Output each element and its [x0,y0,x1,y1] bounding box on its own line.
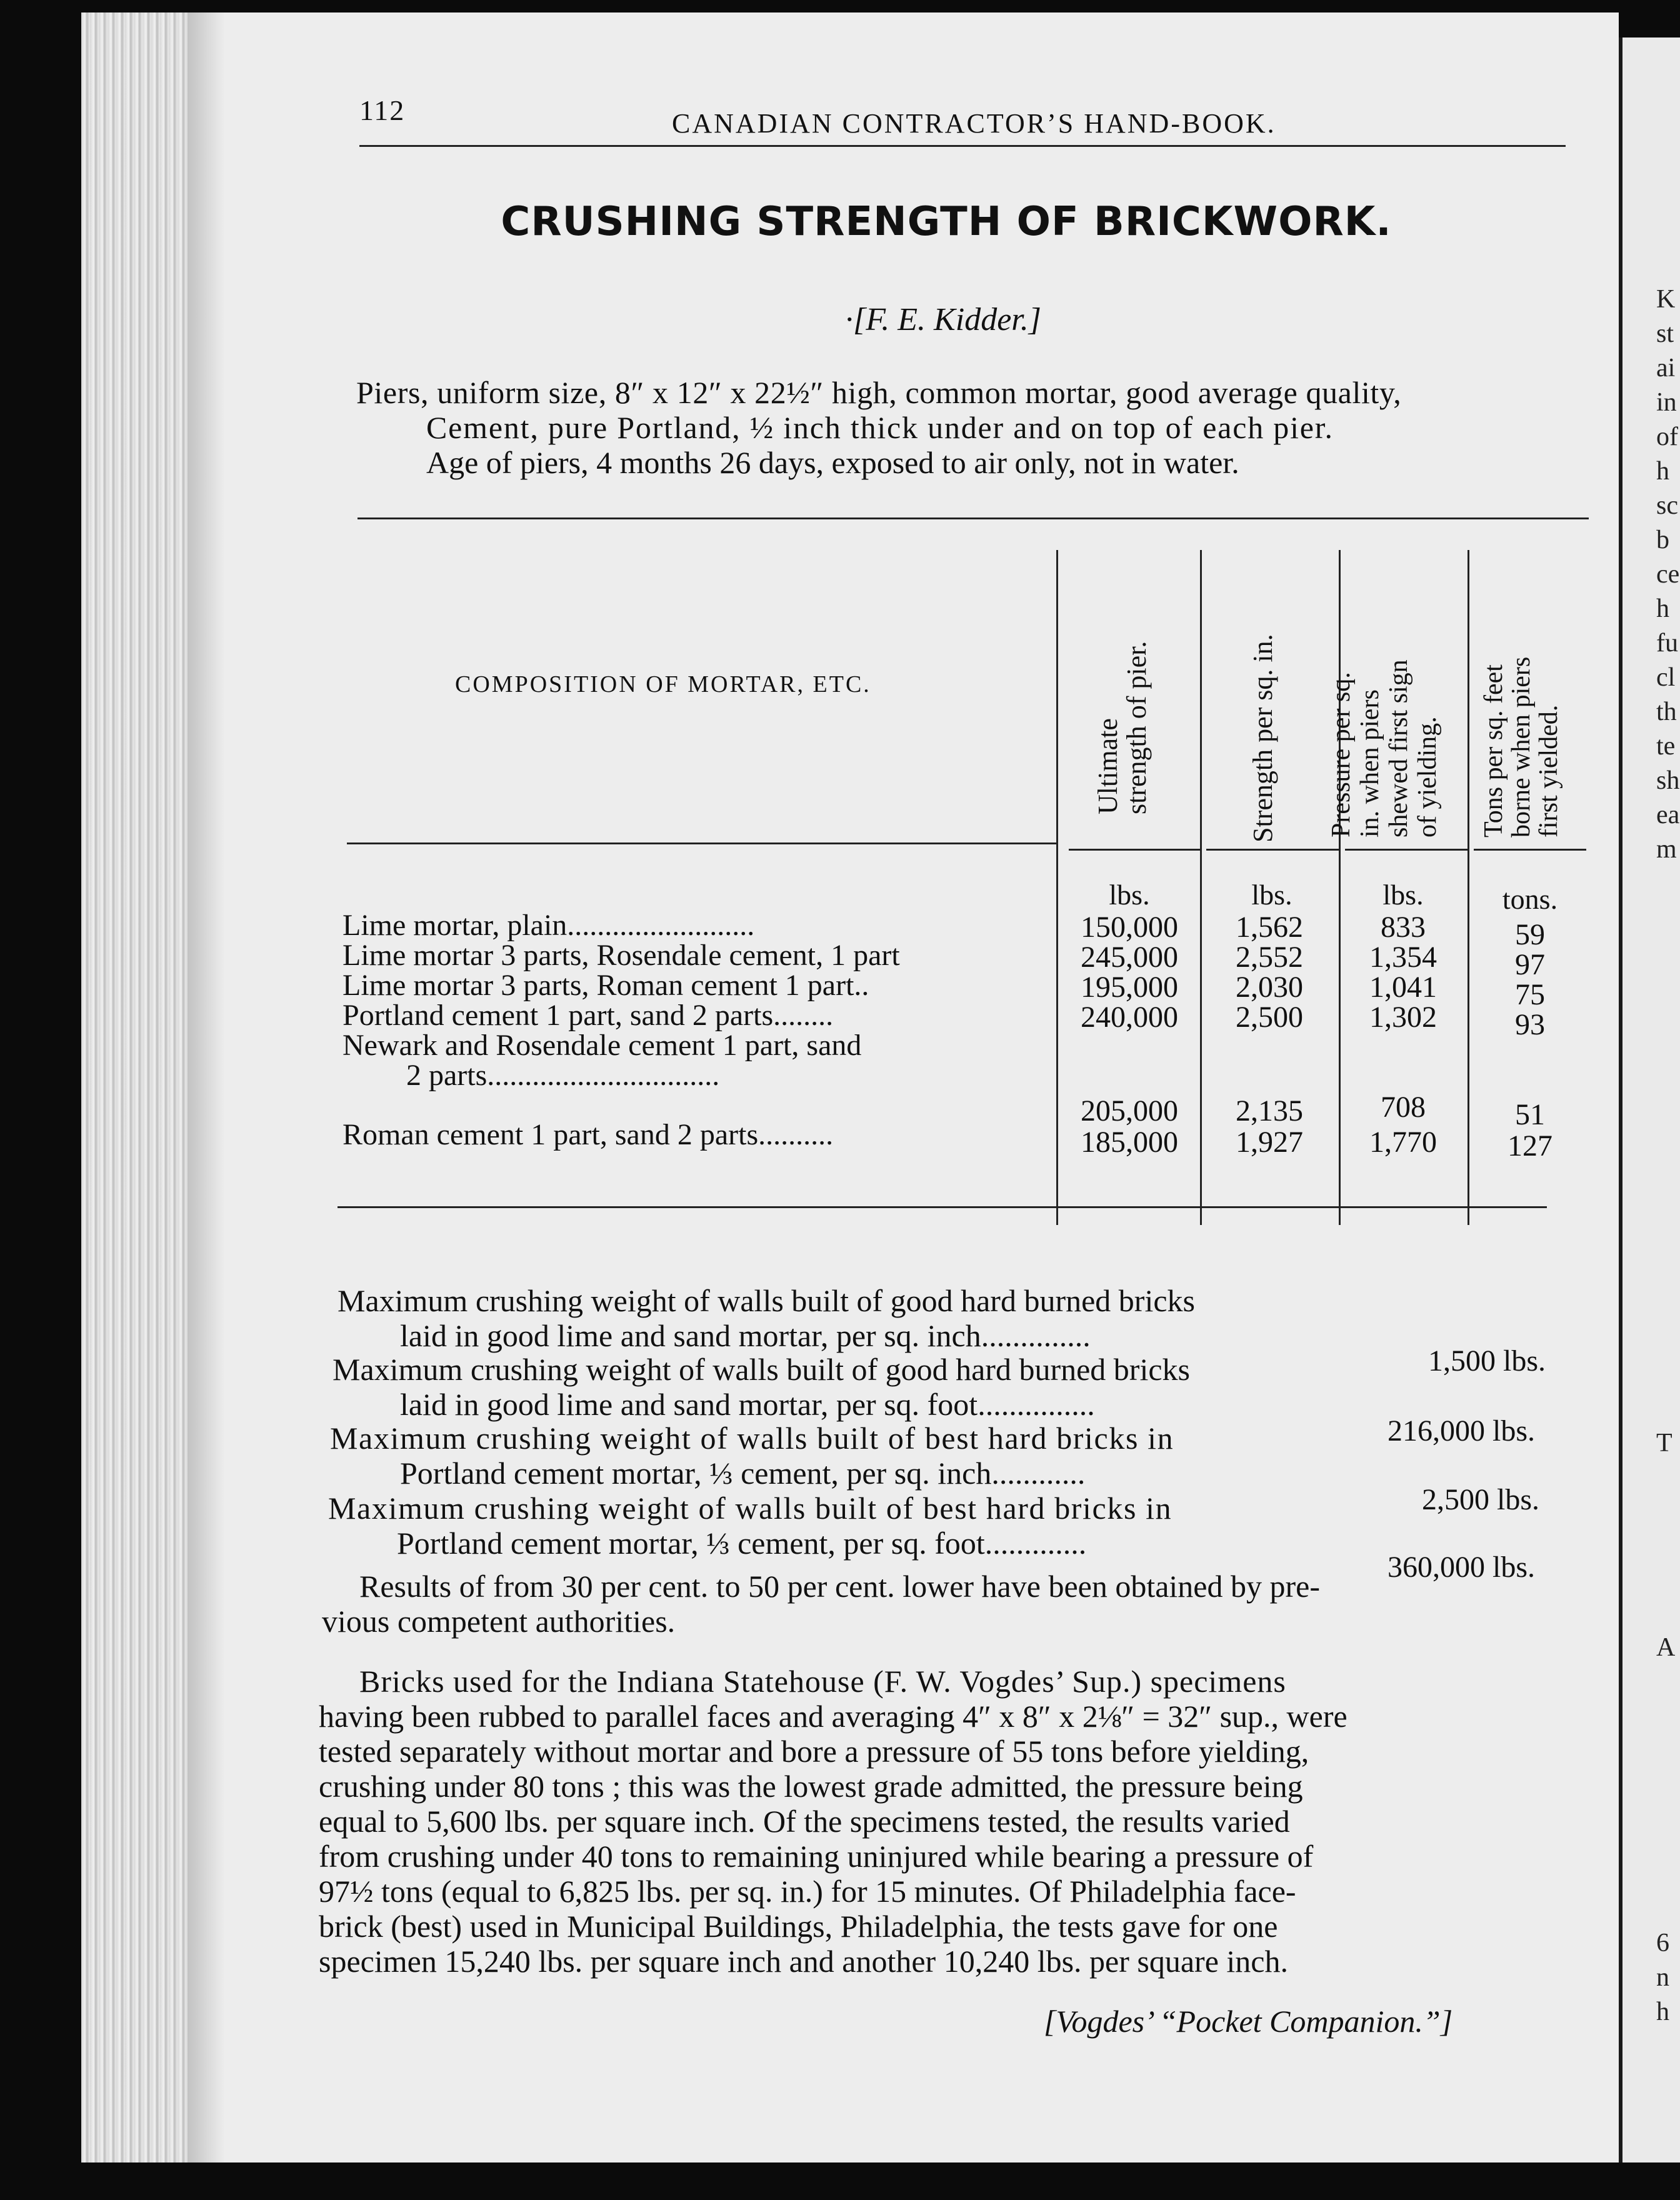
header-bottom-rule [347,842,1056,844]
table-cell: 59 [1515,918,1545,951]
facing-page-text: fu [1656,629,1678,658]
weight-line: Maximum crushing weight of walls built of good hard burned bricks [332,1352,1190,1387]
facing-page-text: A [1656,1633,1676,1662]
weight-line: laid in good lime and sand mortar, per sq. inch.............. [400,1318,1091,1353]
bricks-line: 97½ tons (equal to 6,825 lbs. per sq. in.) for 15 minutes. Of Philadelphia face- [319,1874,1296,1909]
table-row-label: Lime mortar 3 parts, Rosendale cement, 1 part [342,939,900,972]
bricks-line: specimen 15,240 lbs. per square inch and another 10,240 lbs. per square inch. [319,1944,1288,1979]
table-top-rule [358,518,1589,519]
weight-line: Maximum crushing weight of walls built of good hard burned bricks [338,1283,1195,1318]
header-bottom-rule [1069,849,1200,851]
facing-page-text: b [1656,526,1669,554]
facing-page-text: th [1656,698,1677,726]
facing-page-text: st [1656,319,1674,348]
table-cell: 245,000 [1081,941,1178,974]
table-row-label: Roman cement 1 part, sand 2 parts.......... [342,1118,834,1151]
results-line: Results of from 30 per cent. to 50 per cent. lower have been obtained by pre- [359,1569,1320,1604]
bricks-line: tested separately without mortar and bore a pressure of 55 tons before yielding, [319,1734,1309,1769]
table-cell: 1,770 [1369,1126,1437,1159]
table-row-label: Lime mortar, plain......................... [342,909,755,942]
table-cell: 195,000 [1081,971,1178,1004]
weight-value: 1,500 lbs. [1428,1344,1546,1378]
table-cell: 150,000 [1081,911,1178,944]
table-cell: 75 [1515,978,1545,1011]
facing-page-text: K [1656,285,1676,314]
intro-line: Age of piers, 4 months 26 days, exposed to air only, not in water. [426,445,1239,480]
unit-label: lbs. [1382,879,1424,911]
bricks-line: from crushing under 40 tons to remaining uninjured while bearing a pressure of [319,1839,1314,1874]
facing-page-text: in [1656,388,1677,417]
attribution: ·[F. E. Kidder.] [845,302,1041,338]
table-cell: 1,302 [1369,1001,1437,1034]
table-cell: 127 [1508,1129,1552,1162]
facing-page-text: sc [1656,491,1678,520]
running-title: CANADIAN CONTRACTOR’S HAND-BOOK. [672,108,1276,139]
facing-page-text: h [1656,594,1669,623]
bricks-line: crushing under 80 tons ; this was the lowest grade admitted, the pressure being [319,1769,1303,1804]
header-bottom-rule [1474,849,1586,851]
weight-line: laid in good lime and sand mortar, per sq. foot............... [400,1387,1095,1422]
column-header-strength: Strength per sq. in. [1248,634,1278,842]
results-line: vious competent authorities. [322,1604,676,1639]
facing-page-text: te [1656,732,1676,761]
weight-line: Portland cement mortar, ⅓ cement, per sq. inch............ [400,1456,1086,1491]
table-cell: 185,000 [1081,1126,1178,1159]
facing-page-text: h [1656,1998,1669,2026]
composition-header: COMPOSITION OF MORTAR, ETC. [455,671,871,698]
table-cell: 2,552 [1236,941,1303,974]
weight-line: Portland cement mortar, ⅓ cement, per sq. foot............. [397,1526,1087,1561]
facing-page-text: of [1656,422,1678,451]
table-cell: 1,354 [1369,941,1437,974]
citation: [Vogdes’ “Pocket Companion.”] [1044,2004,1453,2039]
table-cell: 708 [1381,1091,1426,1124]
table-cell: 51 [1515,1098,1545,1131]
facing-page-text: n [1656,1963,1669,1992]
header-rule [359,145,1566,147]
weight-value: 216,000 lbs. [1388,1414,1536,1448]
bricks-line: having been rubbed to parallel faces and averaging 4″ x 8″ x 2⅛″ = 32″ sup., were [319,1699,1348,1734]
header-bottom-rule [1345,849,1468,851]
facing-page-text: cl [1656,663,1676,692]
table-row-label: Lime mortar 3 parts, Roman cement 1 part.. [342,969,869,1002]
facing-page-text: h [1656,457,1669,486]
facing-page-text: ce [1656,560,1680,589]
page-number: 112 [359,94,406,126]
bricks-line: equal to 5,600 lbs. per square inch. Of the specimens tested, the results varied [319,1804,1290,1839]
bricks-line: Bricks used for the Indiana Statehouse (F. W. Vogdes’ Sup.) specimens [359,1664,1286,1699]
table-cell: 97 [1515,948,1545,981]
brickwork-table [338,518,1588,1224]
table-cell: 2,135 [1236,1094,1303,1128]
column-header-tons: Tons per sq. feet borne when piers first yielded. [1479,656,1563,838]
facing-page-text: ea [1656,801,1680,829]
intro-line: Cement, pure Portland, ½ inch thick under and on top of each pier. [426,410,1334,445]
table-cell: 1,927 [1236,1126,1303,1159]
table-cell: 1,041 [1369,971,1437,1004]
page-title: CRUSHING STRENGTH OF BRICKWORK. [501,199,1392,245]
table-row-label: Portland cement 1 part, sand 2 parts........ [342,999,834,1032]
weight-value: 2,500 lbs. [1422,1483,1540,1516]
table-cell: 2,500 [1236,1001,1303,1034]
table-bottom-rule [338,1206,1547,1208]
weight-line: Maximum crushing weight of walls built of best hard bricks in [328,1491,1172,1526]
unit-label: lbs. [1109,879,1150,911]
table-cell: 1,562 [1236,911,1303,944]
table-row-label: 2 parts............................... [406,1059,720,1092]
table-row-label: Newark and Rosendale cement 1 part, sand [342,1029,862,1062]
facing-page-text: m [1656,835,1677,864]
column-header-pressure: Pressure per sq. in. when piers shewed first sign of yielding. [1327,659,1442,838]
weight-line: Maximum crushing weight of walls built of best hard bricks in [330,1421,1174,1456]
unit-label: tons. [1502,883,1558,915]
bricks-line: brick (best) used in Municipal Buildings, Philadelphia, the tests gave for one [319,1909,1278,1944]
facing-page-text: T [1656,1429,1672,1458]
table-cell: 2,030 [1236,971,1303,1004]
facing-page-text: ai [1656,354,1676,382]
intro-paragraph [356,375,1581,480]
header-bottom-rule [1206,849,1339,851]
bricks-paragraph [319,1664,1581,1979]
table-cell: 240,000 [1081,1001,1178,1034]
unit-label: lbs. [1251,879,1292,911]
table-cell: 833 [1381,911,1426,944]
column-header-ultimate: Ultimate strength of pier. [1092,641,1152,814]
table-cell: 205,000 [1081,1094,1178,1128]
intro-line: Piers, uniform size, 8″ x 12″ x 22½″ high, common mortar, good average quality, [356,375,1402,410]
results-paragraph [322,1569,1584,1639]
facing-page-text: sh [1656,766,1680,795]
facing-page-text: 6 [1656,1929,1669,1958]
weight-value: 360,000 lbs. [1388,1551,1536,1584]
table-cell: 93 [1515,1008,1545,1041]
